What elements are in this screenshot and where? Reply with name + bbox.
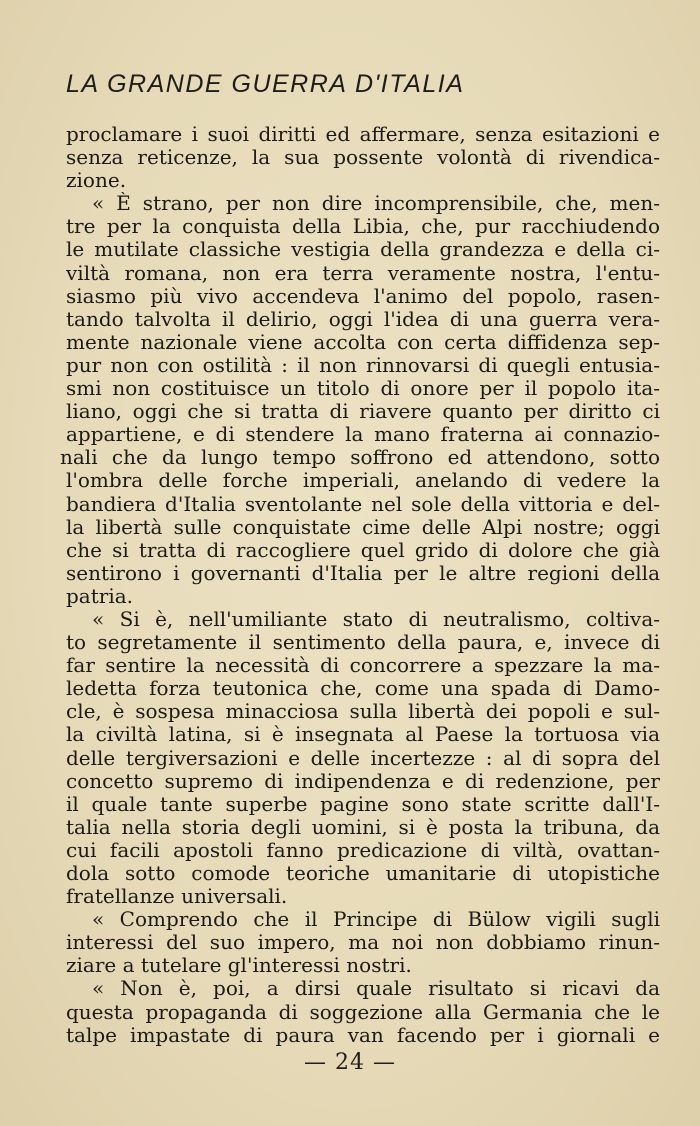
text-line: concetto supremo di indipendenza e di redenzione, per <box>66 769 660 793</box>
text-line: la civiltà latina, si è insegnata al Paese la tortuosa via <box>66 723 660 747</box>
text-line: siasmo più vivo accendeva l'animo del popolo, rasen- <box>66 284 660 308</box>
text-line: nali che da lungo tempo soffrono ed attendono, sotto <box>60 446 660 470</box>
text-line: l'ombra delle forche imperiali, anelando di vedere la <box>66 469 660 493</box>
running-head: LA GRANDE GUERRA D'ITALIA <box>66 70 465 98</box>
text-line: proclamare i suoi diritti ed affermare, senza esitazioni e <box>66 123 660 146</box>
text-line: zione. <box>66 169 127 193</box>
text-line: pur non con ostilità : il non rinnovarsi di quegli entusia- <box>66 353 660 377</box>
text-line: tando talvolta il delirio, oggi l'idea di una guerra vera- <box>66 307 660 331</box>
text-line: viltà romana, non era terra veramente nostra, l'entu- <box>66 261 660 285</box>
text-line: far sentire la necessità di concorrere a spezzare la ma- <box>66 654 660 678</box>
page-number: — 24 — <box>304 1050 396 1075</box>
text-line: senza reticenze, la sua possente volontà di rivendica- <box>66 146 660 170</box>
text-line: cle, è sospesa minacciosa sulla libertà dei popoli e sul- <box>66 700 660 724</box>
text-line: delle tergiversazioni e delle incertezze : al di sopra del <box>66 746 660 770</box>
text-line: ledetta forza teutonica che, come una spada di Damo- <box>66 677 660 701</box>
text-line: bandiera d'Italia sventolante nel sole della vittoria e del- <box>66 492 660 516</box>
text-line: « È strano, per non dire incomprensibile, che, men- <box>92 192 660 216</box>
text-line: dola sotto comode teoriche umanitarie di utopistiche <box>66 862 660 885</box>
text-line: fratellanze universali. <box>66 885 288 909</box>
text-line: ziare a tutelare gl'interessi nostri. <box>66 954 412 978</box>
text-line: sentirono i governanti d'Italia per le altre regioni della <box>66 561 660 585</box>
text-line: « Non è, poi, a dirsi quale risultato si ricavi da <box>92 977 660 1001</box>
text-line: le mutilate classiche vestigia della grandezza e della ci- <box>66 238 660 262</box>
text-line: il quale tante superbe pagine sono state scritte dall'I- <box>66 792 660 816</box>
text-line: mente nazionale viene accolta con certa diffidenza sep- <box>66 330 660 354</box>
body-text <box>60 123 660 1047</box>
text-line: liano, oggi che si tratta di riavere quanto per diritto ci <box>66 400 660 424</box>
text-line: « Si è, nell'umiliante stato di neutralismo, coltiva- <box>92 607 660 631</box>
text-line: cui facili apostoli fanno predicazione di viltà, ovattan- <box>66 838 660 862</box>
text-line: interessi del suo impero, ma noi non dobbiamo rinun- <box>66 931 660 955</box>
text-line: to segretamente il sentimento della paura, e, invece di <box>66 631 660 655</box>
text-line: che si tratta di raccogliere quel grido di dolore che già <box>66 538 660 562</box>
text-line: « Comprendo che il Principe di Bülow vigili sugli <box>92 908 660 932</box>
text-line: appartiene, e di stendere la mano fraterna ai connazio- <box>66 423 660 447</box>
text-line: talia nella storia degli uomini, si è posta la tribuna, da <box>66 815 660 839</box>
text-line: tre per la conquista della Libia, che, pur racchiudendo <box>66 215 660 239</box>
text-line: questa propaganda di soggezione alla Germania che le <box>66 1000 660 1024</box>
text-line: patria. <box>66 584 134 608</box>
text-line: smi non costituisce un titolo di onore per il popolo ita- <box>66 377 660 401</box>
text-line: la libertà sulle conquistate cime delle Alpi nostre; oggi <box>66 515 660 539</box>
text-line: talpe impastate di paura van facendo per i giornali e <box>66 1023 660 1047</box>
